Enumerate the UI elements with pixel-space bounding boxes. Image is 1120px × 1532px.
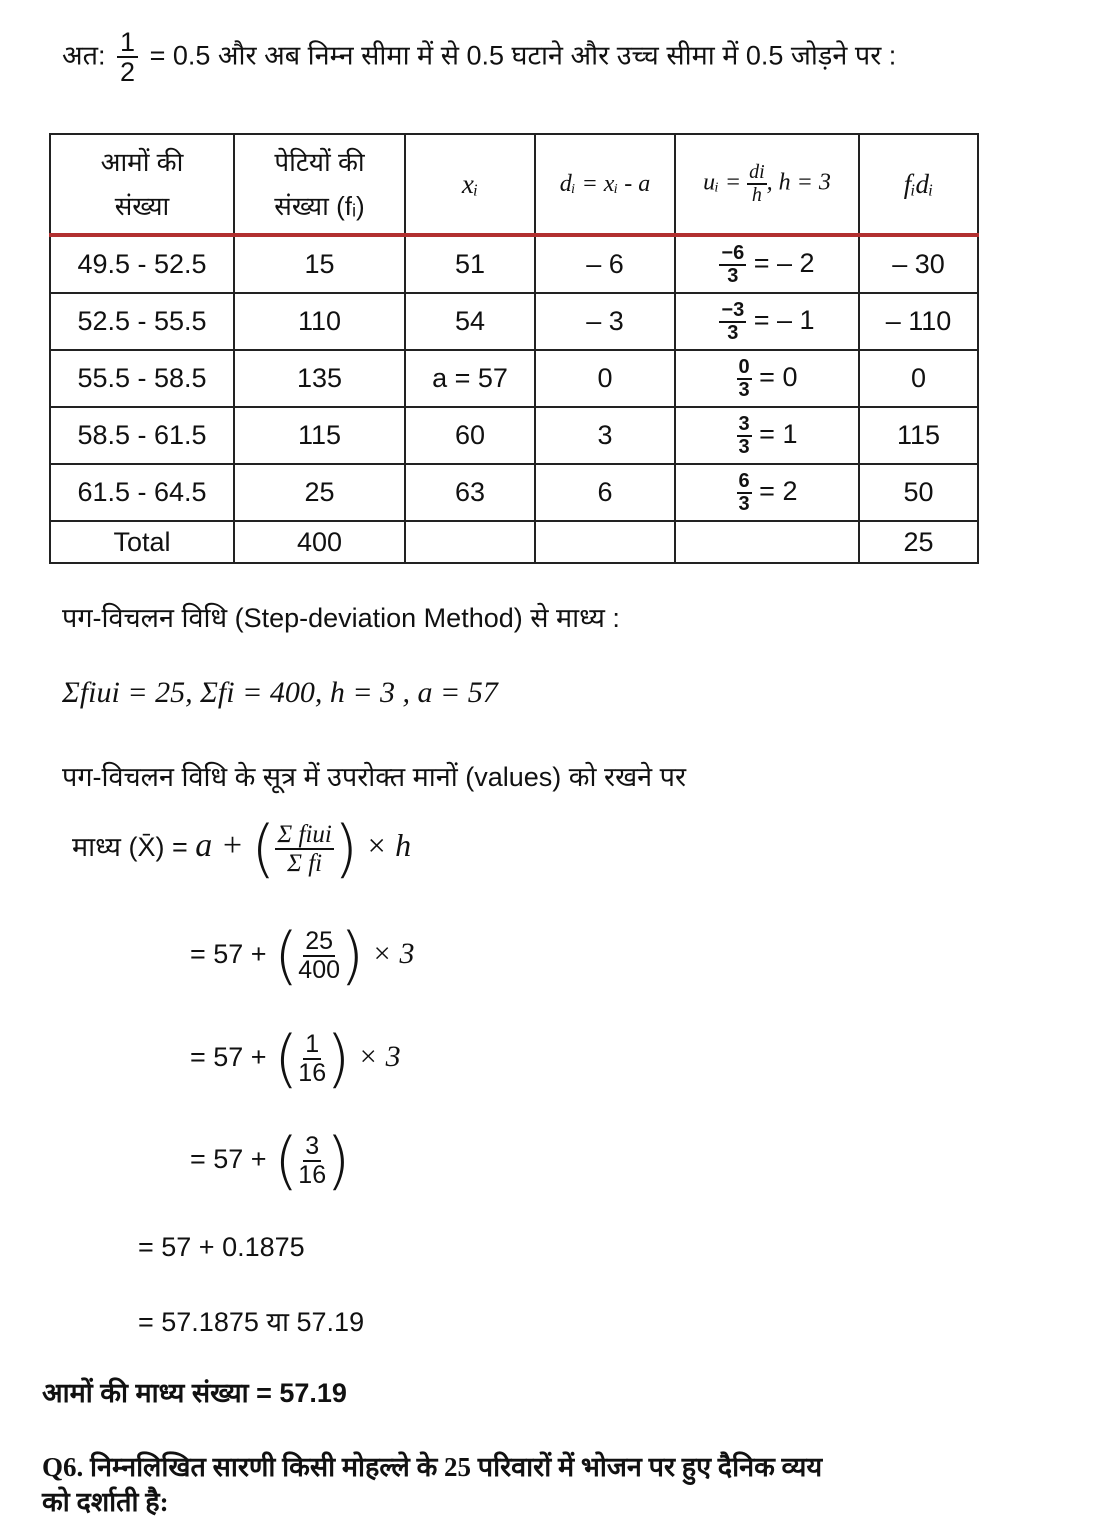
step-4: = 57 + 0.1875 [138, 1232, 305, 1262]
table-row: 49.5 - 52.5 15 51 – 6 $\frac{-6}{3}$ = – 2 – 30 [50, 235, 978, 293]
header-boxes: पेटियों की संख्या (fᵢ) [234, 134, 405, 235]
mean-formula: माध्य (X̄) = a + ( Σ fiui Σ fi ) × h [72, 812, 412, 885]
step-5: = 57.1875 या 57.19 [138, 1307, 365, 1337]
sums-line: Σfiui = 25, Σfi = 400, h = 3 , a = 57 [62, 676, 498, 709]
table-row: 58.5 - 61.5 115 60 3 $\frac{3}{3}$ = 1 115 [50, 407, 978, 464]
table-row: 55.5 - 58.5 135 a = 57 0 $\frac{0}{3}$ = 0 0 [50, 350, 978, 407]
table-total-row: Total 400 25 [50, 521, 978, 563]
step-2: = 57 + ( $\frac{1}{16}$ ) × 3 [190, 1022, 401, 1095]
half-fraction: $\frac{1}{2}$ [117, 28, 138, 87]
intro-line [62, 28, 896, 87]
q6-line-2: को दर्शाती है: [42, 1487, 169, 1517]
header-di: dᵢ = xᵢ - a [535, 134, 675, 235]
header-ui: uᵢ = $\frac{di}{h}$ , h = 3 [675, 134, 859, 235]
intro-prefix: अत: [62, 40, 106, 71]
table-row: 52.5 - 55.5 110 54 – 3 $\frac{-3}{3}$ = – 1 – 110 [50, 293, 978, 350]
header-xi: xᵢ [405, 134, 535, 235]
step-1: = 57 + ( $\frac{25}{400}$ ) × 3 [190, 919, 415, 992]
table-header-row [50, 134, 978, 235]
put-values-line: पग-विचलन विधि के सूत्र में उपरोक्त मानों (values) को रखने पर [62, 762, 687, 792]
frequency-table [49, 133, 979, 564]
q6-line-1: Q6. निम्नलिखित सारणी किसी मोहल्ले के 25 परिवारों में भोजन पर हुए दैनिक व्यय [42, 1452, 823, 1482]
header-mangoes: आमों की संख्या [50, 134, 234, 235]
header-fidi: fᵢdᵢ [859, 134, 978, 235]
method-heading: पग-विचलन विधि (Step-deviation Method) से माध्य : [62, 603, 620, 633]
result-line: आमों की माध्य संख्या = 57.19 [42, 1378, 347, 1408]
intro-suffix: = 0.5 और अब निम्न सीमा में से 0.5 घटाने और उच्च सीमा में 0.5 जोड़ने पर : [149, 40, 897, 71]
table-row: 61.5 - 64.5 25 63 6 $\frac{6}{3}$ = 2 50 [50, 464, 978, 521]
step-3: = 57 + ( $\frac{3}{16}$ ) [190, 1124, 351, 1197]
